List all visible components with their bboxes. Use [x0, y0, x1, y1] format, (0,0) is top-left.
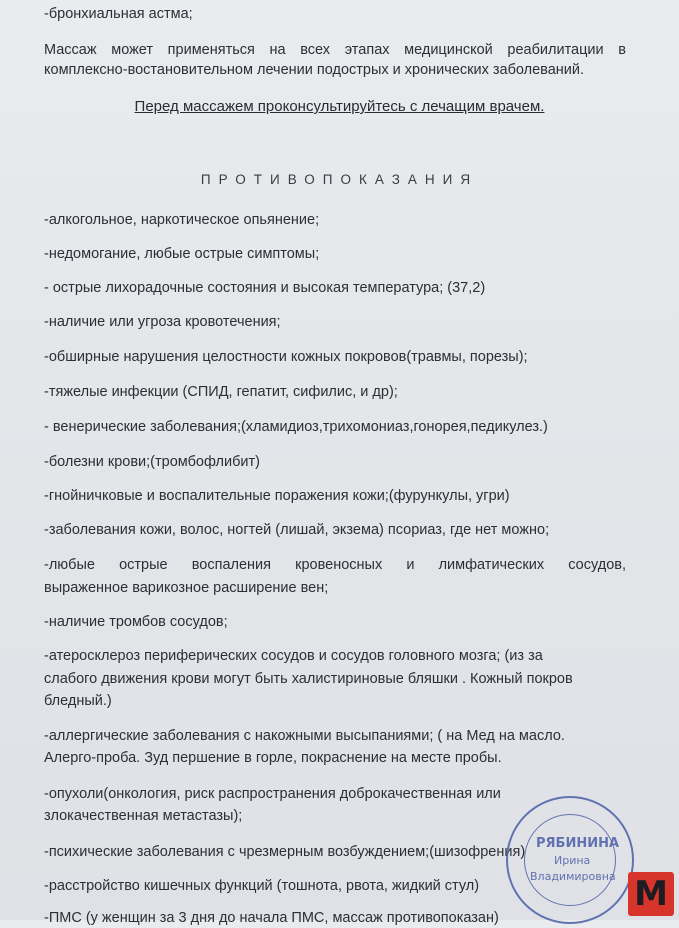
list-item: -гнойничковые и воспалительные поражения кожи;(фурункулы, угри) [44, 488, 510, 504]
seal-first-name: Ирина [554, 854, 591, 867]
list-item: -тяжелые инфекции (СПИД, гепатит, сифилис, и др); [44, 384, 398, 400]
logo-letter: M [634, 874, 668, 914]
list-item: -недомогание, любые острые симптомы; [44, 246, 320, 262]
seal-stamp [506, 796, 634, 924]
list-item: -аллергические заболевания с накожными высыпаниями; ( на Мед на масло. [44, 728, 565, 744]
list-item: -психические заболевания с чрезмерным возбуждением;(шизофрения) [44, 844, 526, 860]
list-item-continuation: бледный.) [44, 693, 112, 709]
watermark-logo [628, 872, 674, 916]
list-item: -алкогольное, наркотическое опьянение; [44, 212, 320, 228]
list-item: -любые острые воспаления кровеносных и лимфатических сосудов, [44, 557, 626, 573]
list-item: -болезни крови;(тромбофлибит) [44, 454, 260, 470]
list-item-continuation: злокачественная метастазы); [44, 808, 243, 824]
list-item-continuation: Алерго-проба. Зуд першение в горле, покраснение на месте пробы. [44, 750, 502, 766]
list-item: -наличие тромбов сосудов; [44, 614, 228, 630]
list-item: - венерические заболевания;(хламидиоз,трихомониаз,гонорея,педикулез.) [44, 419, 548, 435]
list-item-continuation: выраженное варикозное расширение вен; [44, 580, 329, 596]
text-line: -бронхиальная астма; [44, 6, 193, 22]
list-item: -наличие или угроза кровотечения; [44, 314, 281, 330]
list-item: -ПМС (у женщин за 3 дня до начала ПМС, массаж противопоказан) [44, 910, 499, 926]
intro-paragraph: Массаж может применяться на всех этапах медицинской реабилитации в комплексно-востановительном лечении подострых и хронических заболеваний. [44, 42, 626, 78]
list-item: -расстройство кишечных функций (тошнота, рвота, жидкий стул) [44, 878, 480, 894]
seal-surname: РЯБИНИНА [536, 836, 620, 851]
list-item: -атеросклероз периферических сосудов и сосудов головного мозга; (из за [44, 648, 543, 664]
list-item: -заболевания кожи, волос, ногтей (лишай, экзема) псориаз, где нет можно; [44, 522, 550, 538]
section-heading: ПРОТИВОПОКАЗАНИЯ [200, 172, 479, 187]
list-item: - острые лихорадочные состояния и высокая температура; (37,2) [44, 280, 486, 296]
seal-patronymic: Владимировна [530, 870, 616, 883]
consult-warning: Перед массажем проконсультируйтесь с лечащим врачем. [134, 98, 545, 115]
list-item: -опухоли(онкология, риск распространения доброкачественная или [44, 786, 501, 802]
list-item: -обширные нарушения целостности кожных покровов(травмы, порезы); [44, 349, 528, 365]
list-item-continuation: слабого движения крови могут быть халистириновые бляшки . Кожный покров [44, 671, 573, 687]
